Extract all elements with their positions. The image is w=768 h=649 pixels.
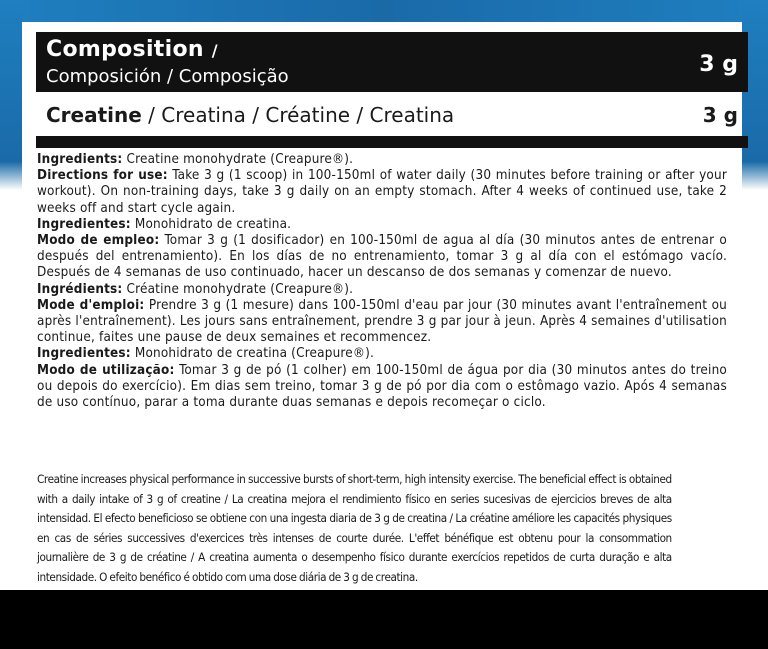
directions-text — [37, 152, 727, 411]
header-amount: 3 g — [699, 52, 738, 77]
creatine-amount: 3 g — [702, 103, 738, 127]
black-footer-band — [0, 590, 768, 649]
health-claims: Creatine increases physical performance in successive bursts of short-term, high intensity exercise. The beneficial effect is obtained with a daily intake of 3 g of creatine / La creatina mejora el rendimiento físico en series sucesivas de ejercicios breves de alta intensidad. El efecto beneficioso se obtiene con una ingesta diaria de 3 g de creatina / La créatine améliore les capacités physiques en cas de séries successives d'exercices très intenses de courte durée. L'effet bénéfique est obtenu pour la consommation journalière de 3 g de créatine / A creatina aumenta o desempenho físico durante exercícios repetidos de curta duração e alta intensidade. O efeito benéfico é obtido com uma dose diária de 3 g de creatina. — [37, 472, 672, 584]
directions-en: Directions for use: Take 3 g (1 scoop) in 100-150ml of water daily (30 minutes before training or after your workout). On non-training days, take 3 g daily on an empty stomach. After 4 weeks of continued use, take 2 weeks off and start cycle again. — [37, 168, 727, 216]
blue-frame-left — [0, 0, 22, 190]
divider-rule — [36, 136, 748, 148]
creatine-label: Creatine / Creatina / Créatine / Creatina — [46, 103, 455, 127]
composition-header — [36, 32, 748, 92]
ingredients-pt: Ingredientes: Monohidrato de creatina (Creapure®). — [37, 346, 375, 362]
ingredients-en: Ingredients: Creatine monohydrate (Creapure®). — [37, 152, 354, 167]
composition-title: Composition / — [46, 37, 218, 62]
composition-subtitle: Composición / Composição — [46, 66, 289, 87]
ingredients-es: Ingredientes: Monohidrato de creatina. — [37, 216, 292, 232]
label-panel — [22, 22, 742, 590]
directions-pt: Modo de utilização: Tomar 3 g de pó (1 colher) em 100-150ml de água por dia (30 minutos antes do treino ou depois do exercício). Em dias sem treino, tomar 3 g de pó por dia com o estômago vazio. Após 4 semanas de uso contínuo, parar a toma durante duas semanas e depois recomeçar o ciclo. — [37, 362, 727, 411]
directions-es: Modo de empleo: Tomar 3 g (1 dosificador) en 100-150ml de agua al día (30 minutos antes de entrenar o después del entrenamiento). En los días de no entrenamiento, tomar 3 g al día con el estómago vacío. Después de 4 semanas de uso continuado, hacer un descanso de dos semanas y comenzar de nuevo. — [37, 233, 727, 281]
creatine-row — [36, 100, 748, 130]
blue-frame-right — [742, 0, 768, 190]
blue-frame-top — [0, 0, 768, 22]
directions-fr: Mode d'emploi: Prendre 3 g (1 mesure) dans 100-150ml d'eau par jour (30 minutes avant l'entraînement ou après l'entraînement). Les jours sans entraînement, prendre 3 g par jour à jeun. Après 4 semaines d'utilisation continue, faites une pause de deux semaines et recommencez. — [37, 297, 727, 346]
ingredients-fr: Ingrédients: Créatine monohydrate (Creapure®). — [37, 281, 354, 297]
